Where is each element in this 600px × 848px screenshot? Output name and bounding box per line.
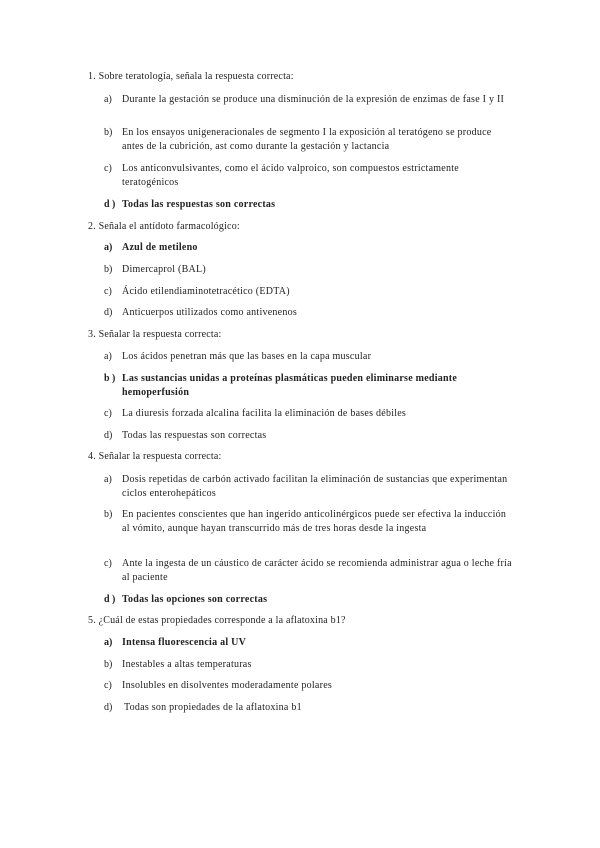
question-1-option-d-correct: [104, 198, 514, 212]
question-4-option-b: [104, 508, 514, 537]
option-label: a): [104, 94, 112, 105]
option-label: a): [104, 242, 113, 253]
question-5-option-b: [104, 658, 514, 672]
option-label: a): [104, 474, 112, 485]
question-2-option-b: [104, 263, 514, 277]
question-1-option-a: [104, 93, 514, 107]
option-text: Azul de metileno: [122, 242, 198, 253]
option-label: c): [104, 680, 112, 691]
option-label: d ): [104, 199, 116, 210]
option-label: c): [104, 163, 112, 174]
question-2-option-c: [104, 285, 514, 299]
option-text: Todas las opciones son correctas: [122, 594, 268, 605]
option-label: d ): [104, 594, 116, 605]
option-text: Todas las respuestas son correctas: [122, 430, 267, 441]
question-4-option-a: [104, 473, 514, 502]
option-text: Ante la ingesta de un cáustico de carácter ácido se recomienda administrar agua o leche fría al paciente: [122, 558, 512, 584]
question-2-option-d: [104, 306, 514, 320]
question-4-title: 4. Señalar la respuesta correcta:: [88, 451, 222, 462]
option-label: c): [104, 558, 112, 569]
option-text: Inestables a altas temperaturas: [122, 659, 252, 670]
option-label: d): [104, 307, 113, 318]
question-5-option-d: [104, 701, 514, 715]
question-4-option-c: [104, 557, 514, 586]
option-label: b ): [104, 373, 116, 384]
question-2-title: 2. Señala el antídoto farmacológico:: [88, 221, 240, 232]
question-3-option-a: [104, 350, 514, 364]
option-label: b): [104, 127, 113, 138]
question-4-option-d-correct: [104, 593, 514, 607]
option-text: En pacientes conscientes que han ingerido anticolinérgicos puede ser efectiva la inducción al vómito, aunque hayan transcurrido más de tres horas desde la ingesta: [122, 509, 507, 535]
option-text: Los ácidos penetran más que las bases en la capa muscular: [122, 351, 372, 362]
question-3-option-b-correct: [104, 372, 514, 401]
question-5-option-a-correct: [104, 636, 514, 650]
option-text: Los anticonvulsivantes, como el ácido valproico, son compuestos estrictamente teratogénicos: [122, 163, 459, 189]
option-text: Todas las respuestas son correctas: [122, 199, 276, 210]
option-label: a): [104, 637, 113, 648]
option-text: La diuresis forzada alcalina facilita la eliminación de bases débiles: [122, 408, 407, 419]
option-label: c): [104, 408, 112, 419]
question-1-title: 1. Sobre teratología, señala la respuesta correcta:: [88, 71, 294, 82]
option-label: d): [104, 430, 113, 441]
option-text: Las sustancias unidas a proteínas plasmáticas pueden eliminarse mediante hemoperfusión: [122, 373, 458, 399]
option-text: Dimercaprol (BAL): [122, 264, 206, 275]
question-2-option-a-correct: [104, 241, 514, 255]
option-text: En los ensayos unigeneracionales de segmento I la exposición al teratógeno se produce antes de la cubrición, ast como durante la gestación y lactancia: [122, 127, 492, 153]
option-label: d): [104, 702, 113, 713]
option-text: Durante la gestación se produce una disminución de la expresión de enzimas de fase I y II: [122, 94, 505, 105]
question-5-option-c: [104, 679, 514, 693]
question-1-option-c: [104, 162, 514, 191]
option-text: Dosis repetidas de carbón activado facilitan la eliminación de sustancias que experimentan ciclos enterohepáticos: [122, 474, 508, 500]
option-label: b): [104, 509, 113, 520]
question-3-option-c: [104, 407, 514, 421]
option-text: Intensa fluorescencia al UV: [122, 637, 247, 648]
question-3-title: 3. Señalar la respuesta correcta:: [88, 329, 222, 340]
option-label: c): [104, 286, 112, 297]
question-5-title: 5. ¿Cuál de estas propiedades corresponde a la aflatoxina b1?: [88, 615, 346, 626]
question-3-option-d: [104, 429, 514, 443]
option-label: b): [104, 264, 113, 275]
option-text: Todas son propiedades de la aflatoxina b1: [124, 702, 302, 713]
option-label: b): [104, 659, 113, 670]
option-text: Insolubles en disolventes moderadamente polares: [122, 680, 333, 691]
option-text: Ácido etilendiaminotetracético (EDTA): [122, 286, 290, 297]
question-1-option-b: [104, 126, 514, 155]
option-text: Anticuerpos utilizados como antivenenos: [122, 307, 297, 318]
option-label: a): [104, 351, 112, 362]
